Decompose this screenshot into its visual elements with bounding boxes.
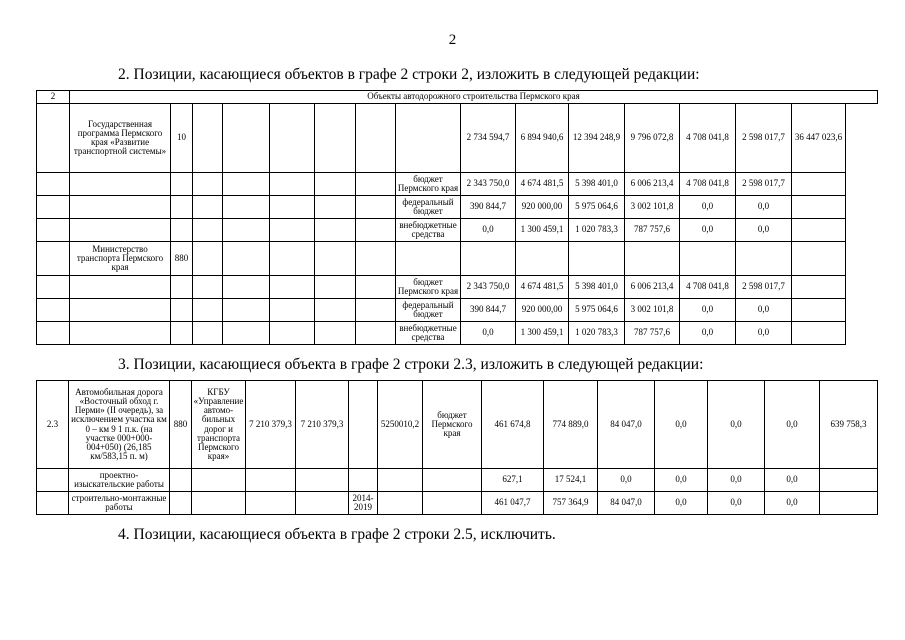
value-cell: 920 000,00 <box>516 196 569 219</box>
table-row <box>37 276 878 299</box>
value-cell: 1 020 783,3 <box>569 322 625 345</box>
value-cell: 390 844,7 <box>461 196 516 219</box>
value-cell: 4 674 481,5 <box>516 173 569 196</box>
value-cell: 0,0 <box>708 469 765 492</box>
table-row <box>37 219 878 242</box>
value-cell: 3 002 101,8 <box>625 299 680 322</box>
value-cell: 920 000,00 <box>516 299 569 322</box>
value-cell: 0,0 <box>655 381 708 469</box>
value-cell: 0,0 <box>736 299 792 322</box>
page-number: 2 <box>448 32 457 48</box>
estimated-cost: 7 210 379,3 <box>296 381 349 469</box>
table-row <box>37 322 878 345</box>
value-cell: 0,0 <box>736 196 792 219</box>
value-cell: 5 975 064,6 <box>569 299 625 322</box>
value-cell: 1 300 459,1 <box>516 219 569 242</box>
value-cell: 0,0 <box>680 196 736 219</box>
section-2-heading: 2. Позиции, касающиеся объектов в графе 2 строки 2, изложить в следующей редакции: <box>118 66 700 83</box>
value-cell <box>792 196 846 219</box>
value-cell: 627,1 <box>482 469 544 492</box>
source-label: бюджет Пермского края <box>423 381 482 469</box>
work-period <box>349 469 378 492</box>
value-cell <box>792 299 846 322</box>
work-type: строительно-монтажные работы <box>69 492 170 515</box>
table-row <box>37 196 878 219</box>
estimated-cost: 7 210 379,3 <box>246 381 296 469</box>
value-cell: 84 047,0 <box>598 381 655 469</box>
work-type: проектно-изыскательские работы <box>69 469 170 492</box>
value-cell: 0,0 <box>736 219 792 242</box>
value-cell: 84 047,0 <box>598 492 655 515</box>
value-cell: 0,0 <box>765 492 820 515</box>
section-3-heading: 3. Позиции, касающиеся объекта в графе 2 строки 2.3, изложить в следующей редакции: <box>118 356 704 373</box>
value-cell <box>820 469 878 492</box>
header-number-cell: 2 <box>37 91 70 104</box>
program-row <box>37 104 878 173</box>
value-cell: 0,0 <box>680 219 736 242</box>
ministry-row <box>37 242 878 276</box>
kbk-code: 5250010,2 <box>378 381 423 469</box>
value-cell: 0,0 <box>765 381 820 469</box>
value-cell: 3 002 101,8 <box>625 196 680 219</box>
value-cell: 6 006 213,4 <box>625 276 680 299</box>
value-cell: 4 708 041,8 <box>680 276 736 299</box>
value-cell: 774 889,0 <box>544 381 598 469</box>
program-value: 6 894 940,6 <box>516 104 569 173</box>
objects-table <box>36 90 878 345</box>
program-value: 9 796 072,8 <box>625 104 680 173</box>
object-name: Автомобильная дорога «Восточный обход г. Перми» (II очередь), за исключением участка км 0 – км 9 1 п.к. (на участке 000+000-004+050) (26,185 км/583,15 п. м) <box>69 381 170 469</box>
table-row <box>37 173 878 196</box>
source-label: бюджет Пермского края <box>396 173 461 196</box>
program-value: 36 447 023,6 <box>792 104 846 173</box>
value-cell: 5 398 401,0 <box>569 173 625 196</box>
value-cell: 4 674 481,5 <box>516 276 569 299</box>
value-cell: 0,0 <box>736 322 792 345</box>
value-cell: 2 343 750,0 <box>461 173 516 196</box>
value-cell: 2 598 017,7 <box>736 173 792 196</box>
value-cell: 639 758,3 <box>820 381 878 469</box>
object-2-3-table <box>36 380 878 515</box>
header-title-cell: Объекты автодорожного строительства Пермского края <box>70 91 878 104</box>
program-value: 4 708 041,8 <box>680 104 736 173</box>
program-value: 2 734 594,7 <box>461 104 516 173</box>
value-cell: 0,0 <box>461 322 516 345</box>
value-cell: 0,0 <box>680 299 736 322</box>
value-cell <box>820 492 878 515</box>
value-cell: 0,0 <box>708 381 765 469</box>
value-cell: 4 708 041,8 <box>680 173 736 196</box>
object-code: 880 <box>170 381 192 469</box>
value-cell: 0,0 <box>461 219 516 242</box>
value-cell <box>792 219 846 242</box>
program-code: 10 <box>171 104 193 173</box>
ministry-code: 880 <box>171 242 193 276</box>
program-value: 12 394 248,9 <box>569 104 625 173</box>
value-cell: 0,0 <box>708 492 765 515</box>
source-label: федеральный бюджет <box>396 299 461 322</box>
table-row <box>37 492 878 515</box>
value-cell: 2 598 017,7 <box>736 276 792 299</box>
value-cell <box>792 173 846 196</box>
value-cell: 0,0 <box>765 469 820 492</box>
value-cell: 0,0 <box>655 492 708 515</box>
program-value: 2 598 017,7 <box>736 104 792 173</box>
table-row <box>37 299 878 322</box>
source-label: бюджет Пермского края <box>396 276 461 299</box>
value-cell: 461 047,7 <box>482 492 544 515</box>
value-cell: 5 975 064,6 <box>569 196 625 219</box>
value-cell: 0,0 <box>680 322 736 345</box>
value-cell: 5 398 401,0 <box>569 276 625 299</box>
value-cell: 390 844,7 <box>461 299 516 322</box>
work-period: 2014-2019 <box>349 492 378 515</box>
value-cell: 1 020 783,3 <box>569 219 625 242</box>
row-number: 2.3 <box>37 381 69 469</box>
value-cell: 0,0 <box>598 469 655 492</box>
value-cell <box>792 322 846 345</box>
table-row <box>37 469 878 492</box>
value-cell <box>792 276 846 299</box>
value-cell: 17 524,1 <box>544 469 598 492</box>
value-cell: 6 006 213,4 <box>625 173 680 196</box>
section-4-heading: 4. Позиции, касающиеся объекта в графе 2 строки 2.5, исключить. <box>118 526 556 543</box>
source-label: внебюджетные средства <box>396 219 461 242</box>
source-label: федеральный бюджет <box>396 196 461 219</box>
value-cell: 1 300 459,1 <box>516 322 569 345</box>
value-cell: 461 674,8 <box>482 381 544 469</box>
customer-name: КГБУ «Управление автомо-бильных дорог и транспорта Пермского края» <box>192 381 246 469</box>
value-cell: 0,0 <box>655 469 708 492</box>
ministry-name: Министерство транспорта Пермского края <box>70 242 171 276</box>
value-cell: 2 343 750,0 <box>461 276 516 299</box>
value-cell: 787 757,6 <box>625 219 680 242</box>
source-label: внебюджетные средства <box>396 322 461 345</box>
value-cell: 787 757,6 <box>625 322 680 345</box>
object-row <box>37 381 878 469</box>
value-cell: 757 364,9 <box>544 492 598 515</box>
program-name: Государственная программа Пермского края «Развитие транспортной системы» <box>70 104 171 173</box>
